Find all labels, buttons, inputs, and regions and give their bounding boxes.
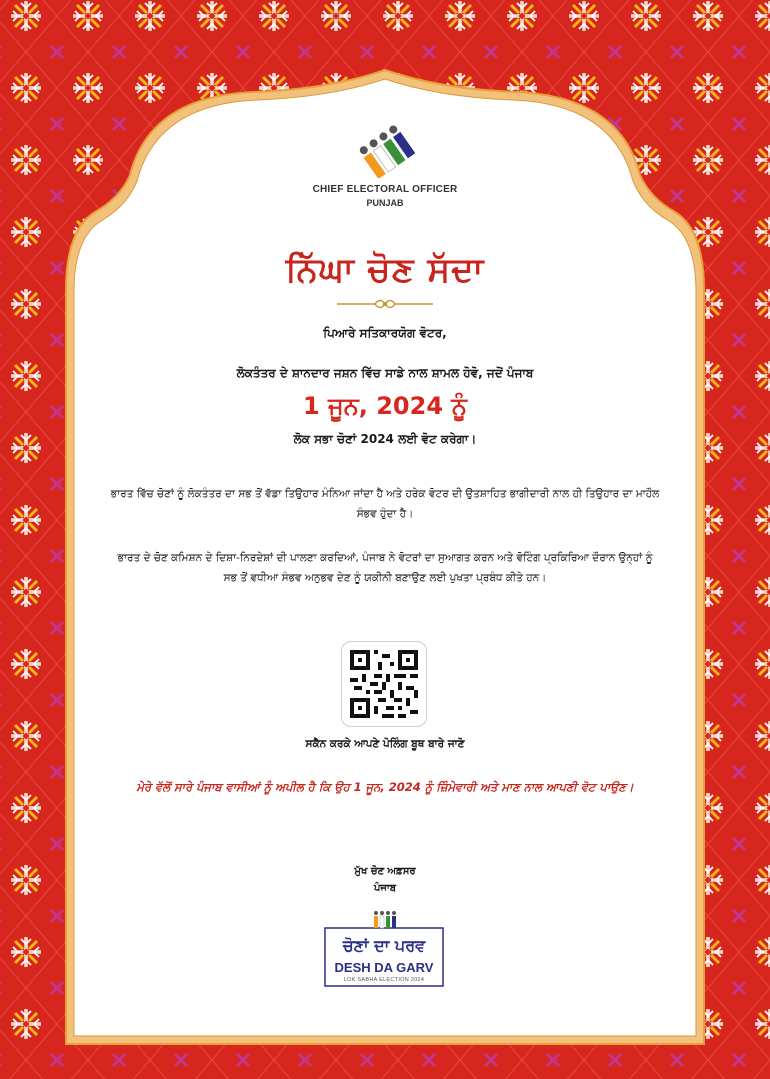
badge-english-text: DESH DA GARV: [334, 960, 434, 975]
signatory-place: ਪੰਜਾਬ: [373, 883, 397, 894]
invitation-line-1: ਲੋਕਤੰਤਰ ਦੇ ਸ਼ਾਨਦਾਰ ਜਸ਼ਨ ਵਿੱਚ ਸਾਡੇ ਨਾਲ ਸ਼ਾਮਲ ਹੋਵੋ, ਜਦੋਂ ਪੰਜਾਬ: [236, 366, 534, 380]
greeting-text: ਪਿਆਰੇ ਸਤਿਕਾਰਯੋਗ ਵੋਟਰ,: [323, 326, 447, 340]
appeal-message: ਮੇਰੇ ਵੱਲੋਂ ਸਾਰੇ ਪੰਜਾਬ ਵਾਸੀਆਂ ਨੂੰ ਅਪੀਲ ਹੈ ਕਿ ਉਹ 1 ਜੂਨ, 2024 ਨੂੰ ਜ਼ਿੰਮੇਵਾਰੀ ਅਤੇ ਮਾਣ ਨਾਲ ਆਪਣੀ ਵੋਟ ਪਾਉਣ।: [136, 780, 634, 794]
election-date: 1 ਜੂਨ, 2024 ਨੂੰ: [303, 392, 467, 420]
signatory-title: ਮੁੱਖ ਚੋਣ ਅਫ਼ਸਰ: [354, 866, 416, 877]
badge-punjabi-text: ਚੋਣਾਂ ਦਾ ਪਰਵ: [342, 936, 426, 955]
paragraph-festival: ਭਾਰਤ ਵਿੱਚ ਚੋਣਾਂ ਨੂੰ ਲੋਕਤੰਤਰ ਦਾ ਸਭ ਤੋਂ ਵੱਡਾ ਤਿਉਹਾਰ ਮੰਨਿਆ ਜਾਂਦਾ ਹੈ ਅਤੇ ਹਰੇਕ ਵੋਟਰ ਦੀ ਉਤਸ਼ਾਹਿਤ ਭਾਗੀਦਾਰੀ ਨਾਲ ਹੀ ਤਿਉਹਾਰ ਦਾ ਮਾਹੌਲ ਸੰਭਵ ਹੁੰਦਾ ਹੈ।: [110, 488, 660, 520]
paragraph-arrangements: ਭਾਰਤ ਦੇ ਚੋਣ ਕਮਿਸ਼ਨ ਦੇ ਦਿਸ਼ਾ-ਨਿਰਦੇਸ਼ਾਂ ਦੀ ਪਾਲਣਾ ਕਰਦਿਆਂ, ਪੰਜਾਬ ਨੇ ਵੋਟਰਾਂ ਦਾ ਸੁਆਗਤ ਕਰਨ ਅਤੇ ਵੋਟਿੰਗ ਪ੍ਰਕਿਰਿਆ ਦੌਰਾਨ ਉਨ੍ਹਾਂ ਨੂੰ ਸਭ ਤੋਂ ਵਧੀਆ ਸੰਭਵ ਅਨੁਭਵ ਦੇਣ ਨੂੰ ਯਕੀਨੀ ਬਣਾਉਣ ਲਈ ਪੁਖਤਾ ਪ੍ਰਬੰਧ ਕੀਤੇ ਹਨ।: [117, 552, 653, 584]
ornamental-divider-icon: [335, 296, 435, 312]
invitation-title: ਨਿੱਘਾ ਚੋਣ ਸੱਦਾ: [285, 250, 485, 290]
invitation-line-2: ਲੋਕ ਸਭਾ ਚੋਣਾਂ 2024 ਲਈ ਵੋਟ ਕਰੇਗਾ।: [293, 432, 477, 446]
scan-instruction: ਸਕੈਨ ਕਰਕੇ ਆਪਣੇ ਪੋਲਿੰਗ ਬੂਥ ਬਾਰੇ ਜਾਣੋ: [305, 738, 465, 750]
organization-name: CHIEF ELECTORAL OFFICER: [312, 184, 458, 195]
badge-subtitle: LOK SABHA ELECTION 2024: [343, 977, 425, 983]
qr-code-icon: [350, 650, 418, 718]
polling-booth-qr-code[interactable]: [341, 641, 427, 727]
chonan-da-parv-badge: [324, 906, 444, 988]
election-commission-logo-icon: [355, 118, 415, 178]
organization-state: PUNJAB: [366, 198, 404, 208]
